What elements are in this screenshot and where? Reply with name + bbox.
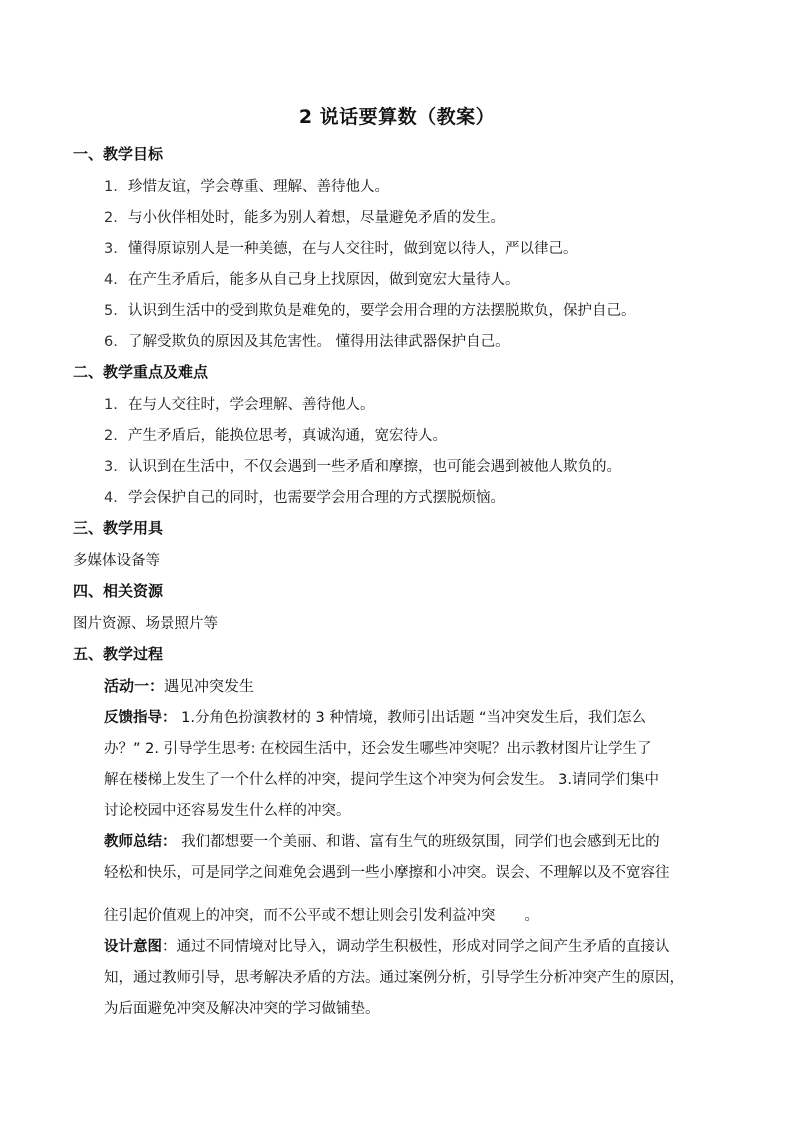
section-heading-resources: 四、相关资源 [73,582,164,600]
summary-line: 往引起价值观上的冲突，而不公平或不想让则会引发利益冲突 。 [104,908,539,924]
item-number: 2. [104,428,118,444]
tools-text: 多媒体设备等 [73,553,160,569]
summary-line: 轻松和快乐，可是同学之间难免会遇到一些小摩擦和小冲突。误会、不理解以及不宽容往 [104,865,670,881]
activity-label: 活动一： [104,677,165,695]
item-number: 4. [104,272,118,288]
item-text: 懂得原谅别人是一种美德，在与人交往时，做到宽以待人，严以律己。 [128,241,578,257]
item-text: 与小伙伴相处时，能多为别人着想，尽量避免矛盾的发生。 [128,210,505,226]
item-number: 6. [104,334,118,350]
section-heading-key-points: 二、教学重点及难点 [73,363,209,381]
section-heading-objectives: 一、教学目标 [73,145,164,163]
item-number: 3. [104,241,118,257]
list-item [104,237,578,258]
list-item [104,175,389,196]
item-number: 4. [104,490,118,506]
list-item [104,330,510,351]
design-text: ：通过不同情境对比导入，调动学生积极性，形成对同学之间产生矛盾的直接认 [162,939,670,955]
list-item [104,424,447,445]
list-item [104,455,621,476]
item-number: 3. [104,459,118,475]
section-heading-process: 五、教学过程 [73,645,164,663]
section-heading-tools: 三、教学用具 [73,519,164,537]
item-number: 2. [104,210,118,226]
item-text: 认识到生活中的受到欺负是难免的，要学会用合理的方法摆脱欺负，保护自己。 [128,303,636,319]
item-text: 了解受欺负的原因及其危害性。 懂得用法律武器保护自己。 [128,334,510,350]
item-text: 在与人交往时，学会理解、善待他人。 [128,397,375,413]
feedback-line: 讨论校园中还容易发生什么样的冲突。 [104,803,351,819]
design-line: 为后面避免冲突及解决冲突的学习做铺垫。 [104,1001,380,1017]
list-item [104,268,520,289]
summary-text: 我们都想要一个美丽、和谐、富有生气的班级氛围，同学们也会感到无比的 [176,834,660,850]
design-line: 知，通过教师引导，思考解决矛盾的方法。通过案例分析，引导学生分析冲突产生的原因， [104,970,684,986]
item-text: 学会保护自己的同时，也需要学会用合理的方式摆脱烦恼。 [128,490,505,506]
activity-heading [104,675,254,696]
feedback-label: 反馈指导： [104,710,177,726]
feedback-text: 1.分角色扮演教材的 3 种情境，教师引出话题 “当冲突发生后，我们怎么 [176,710,647,726]
design-line [104,935,670,956]
item-text: 珍惜友谊，学会尊重、理解、善待他人。 [128,179,389,195]
design-label: 设计意图 [104,939,162,955]
summary-label: 教师总结： [104,834,177,850]
feedback-line [104,706,646,727]
summary-line [104,830,660,851]
item-text: 认识到在生活中，不仅会遇到一些矛盾和摩擦，也可能会遇到被他人欺负的。 [128,459,621,475]
list-item [104,393,375,414]
item-text: 在产生矛盾后，能多从自己身上找原因，做到宽宏大量待人。 [128,272,520,288]
item-number: 1. [104,397,118,413]
feedback-line: 解在楼梯上发生了一个什么样的冲突，提问学生这个冲突为何会发生。 3.请同学们集中 [104,772,659,788]
list-item [104,206,505,227]
item-number: 1. [104,179,118,195]
list-item [104,299,636,320]
document-title: 2 说话要算数（教案） [298,106,496,128]
resources-text: 图片资源、场景照片等 [73,616,218,632]
feedback-line: 办？” 2. 引导学生思考: 在校园生活中，还会发生哪些冲突呢？出示教材图片让学生了 [104,741,652,757]
activity-text: 遇见冲突发生 [164,677,255,695]
item-number: 5. [104,303,118,319]
item-text: 产生矛盾后，能换位思考，真诚沟通，宽宏待人。 [128,428,447,444]
list-item [104,486,505,507]
